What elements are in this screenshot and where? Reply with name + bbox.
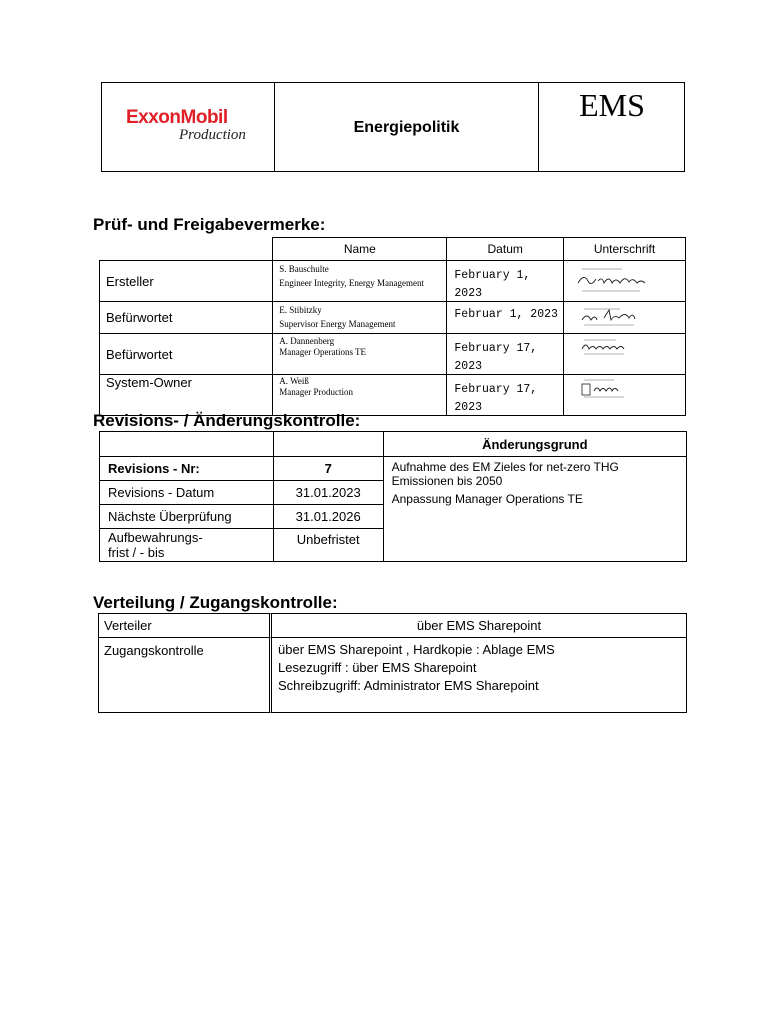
revision-label: Revisions - Nr:	[100, 457, 274, 481]
signature-image	[564, 261, 685, 299]
date-value: Februar 1, 2023	[454, 308, 558, 321]
revision-value: 31.01.2026	[273, 505, 383, 529]
person-name: A. Weiß	[279, 376, 309, 386]
role-cell: System-Owner	[100, 375, 273, 416]
col-header-name: Name	[273, 238, 447, 261]
col-header-signature: Unterschrift	[563, 238, 685, 261]
date-cell	[447, 375, 564, 416]
name-cell	[273, 334, 447, 375]
reason-line: Anpassung Manager Operations TE	[391, 492, 583, 506]
date-value: February 17, 2023	[454, 383, 538, 414]
access-line: über EMS Sharepoint , Hardkopie : Ablage EMS	[278, 642, 555, 657]
person-name: A. Dannenberg	[279, 336, 335, 346]
distribution-heading: Verteilung / Zugangskontrolle:	[93, 593, 338, 612]
date-value: February 17, 2023	[454, 342, 538, 373]
col-header-date: Datum	[447, 238, 564, 261]
blank-header-cell	[100, 432, 274, 457]
document-header	[101, 82, 685, 172]
name-cell	[273, 261, 447, 302]
signature-cell	[563, 334, 685, 375]
signature-cell	[563, 261, 685, 302]
revision-label	[100, 529, 274, 562]
signature-cell	[563, 375, 685, 416]
person-title: Engineer Integrity, Energy Management	[279, 278, 424, 288]
blank-header-cell	[100, 238, 273, 261]
revision-table	[99, 431, 687, 562]
approval-table	[99, 237, 686, 416]
person-title: Manager Operations TE	[279, 347, 367, 357]
distribution-table	[98, 613, 687, 713]
role-cell: Befürwortet	[100, 302, 273, 334]
revision-value: Unbefristet	[273, 529, 383, 562]
exxonmobil-logo: ExxonMobil	[126, 107, 228, 128]
reason-line: Emissionen bis 2050	[391, 474, 503, 488]
person-name: E. Stibitzky	[279, 305, 322, 315]
revision-label-line: Aufbewahrungs-	[108, 530, 203, 545]
name-cell	[273, 302, 447, 334]
revision-value: 31.01.2023	[273, 481, 383, 505]
signature-image	[564, 302, 685, 328]
distribution-label: Zugangskontrolle	[98, 638, 272, 713]
distribution-label: Verteiler	[98, 613, 272, 638]
date-value: February 1, 2023	[454, 269, 531, 300]
approval-heading: Prüf- und Freigabevermerke:	[93, 215, 326, 234]
distribution-value	[272, 638, 687, 713]
person-name: S. Bauschulte	[279, 264, 329, 274]
access-line: Lesezugriff : über EMS Sharepoint	[278, 660, 477, 675]
signature-image	[564, 375, 685, 399]
date-cell	[447, 261, 564, 302]
reason-line: Aufnahme des EM Zieles for net-zero THG	[391, 460, 619, 474]
person-title: Manager Production	[279, 387, 353, 397]
signature-image	[564, 334, 685, 358]
revision-value: 7	[273, 457, 383, 481]
access-line: Schreibzugriff: Administrator EMS Sharepoint	[278, 678, 539, 693]
reason-header: Änderungsgrund	[383, 432, 686, 457]
revision-label: Nächste Überprüfung	[100, 505, 274, 529]
reason-cell	[383, 457, 686, 562]
date-cell	[447, 302, 564, 334]
role-cell: Ersteller	[100, 261, 273, 302]
blank-header-cell	[273, 432, 383, 457]
document-title: Energiepolitik	[353, 119, 460, 136]
signature-cell	[563, 302, 685, 334]
name-cell	[273, 375, 447, 416]
revision-heading: Revisions- / Änderungskontrolle:	[93, 411, 361, 430]
role-cell: Befürwortet	[100, 334, 273, 375]
revision-label-line: frist / - bis	[108, 545, 165, 560]
document-code: EMS	[579, 87, 645, 123]
code-cell	[538, 83, 684, 171]
logo-cell	[102, 83, 275, 171]
logo-subtitle: Production	[179, 127, 246, 143]
date-cell	[447, 334, 564, 375]
revision-label: Revisions - Datum	[100, 481, 274, 505]
person-title: Supervisor Energy Management	[279, 319, 396, 329]
distribution-value: über EMS Sharepoint	[272, 613, 687, 638]
